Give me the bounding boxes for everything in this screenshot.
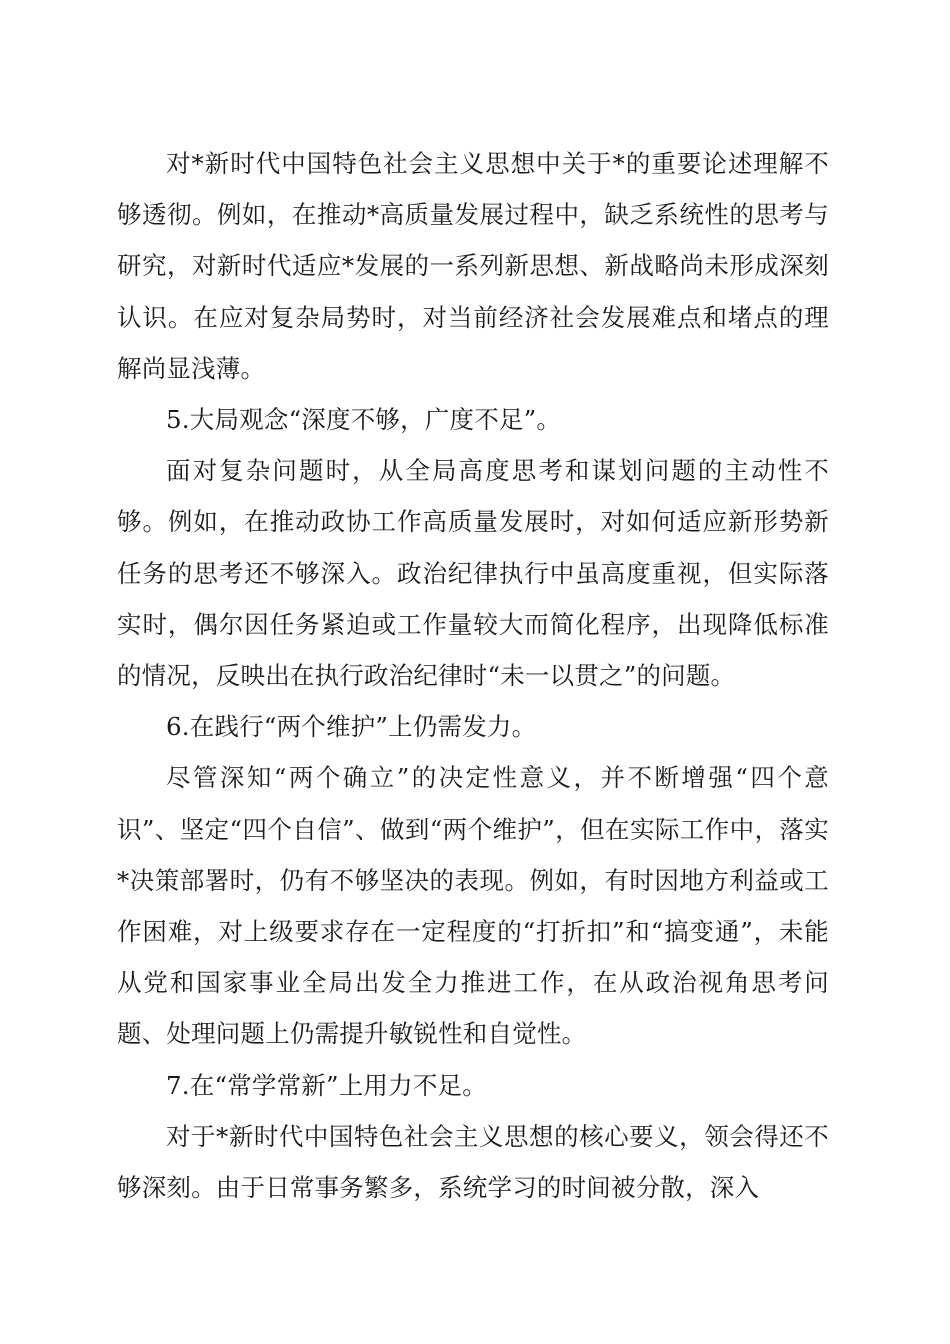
heading-5: 5.大局观念“深度不够，广度不足”。: [166, 405, 562, 435]
paragraph-6: 尽管深知“两个确立”的决定性意义，并不断增强“四个意识”、坚定“四个自信”、做到“两个维护”，但在实际工作中，落实*决策部署时，仍有不够坚决的表现。例如，有时因地方利益或工作困难，对上级要求存在一定程度的“打折扣”和“搞变通”，未能从党和国家事业全局出发全力推进工作，在从政治视角思考问题、处理问题上仍需提升敏锐性和自觉性。: [117, 763, 829, 1049]
heading-7: 7.在“常学常新”上用力不足。: [166, 1070, 487, 1100]
paragraph-intro: 对*新时代中国特色社会主义思想中关于*的重要论述理解不够透彻。例如，在推动*高质量发展过程中，缺乏系统性的思考与研究，对新时代适应*发展的一系列新思想、新战略尚未形成深刻认识。在应对复杂局势时，对当前经济社会发展难点和堵点的理解尚显浅薄。: [117, 149, 829, 383]
heading-6: 6.在践行“两个维护”上仍需发力。: [166, 712, 537, 742]
document-body: [117, 138, 829, 1213]
paragraph-7: 对于*新时代中国特色社会主义思想的核心要义，领会得还不够深刻。由于日常事务繁多，系统学习的时间被分散，深入: [117, 1121, 829, 1203]
paragraph-5: 面对复杂问题时，从全局高度思考和谋划问题的主动性不够。例如，在推动政协工作高质量发展时，对如何适应新形势新任务的思考还不够深入。政治纪律执行中虽高度重视，但实际落实时，偶尔因任务紧迫或工作量较大而简化程序，出现降低标准的情况，反映出在执行政治纪律时“未一以贯之”的问题。: [117, 456, 829, 691]
